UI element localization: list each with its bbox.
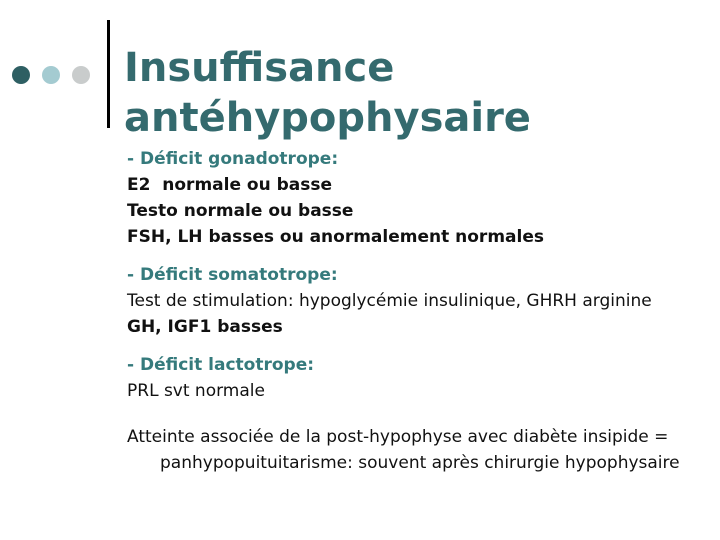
- section-heading: - Déficit gonadotrope:: [127, 149, 339, 169]
- body-line: PRL svt normale: [127, 381, 265, 401]
- slide-title: [124, 43, 531, 143]
- section-heading: - Déficit lactotrope:: [127, 355, 315, 375]
- section-deficit-gonadotrope: [127, 146, 702, 250]
- section-heading: - Déficit somatotrope:: [127, 265, 338, 285]
- body-line: GH, IGF1 basses: [127, 317, 283, 337]
- body-line: E2 normale ou basse: [127, 175, 333, 195]
- title-line-2: antéhypophysaire: [124, 94, 531, 141]
- section-deficit-lactotrope: [127, 352, 702, 404]
- body-line: Testo normale ou basse: [127, 201, 354, 221]
- decorative-dot-light: [42, 66, 60, 84]
- body-line: Test de stimulation: hypoglycémie insulinique, GHRH arginine: [127, 291, 652, 311]
- closing-line-2: panhypopuituitarisme: souvent après chirurgie hypophysaire: [160, 453, 680, 473]
- title-accent-bar: [107, 20, 110, 128]
- slide-body: [127, 146, 702, 476]
- closing-line-1: Atteinte associée de la post-hypophyse avec diabète insipide =: [127, 427, 669, 447]
- decorative-dots: [12, 66, 90, 84]
- decorative-dot-dark: [12, 66, 30, 84]
- body-line: FSH, LH basses ou anormalement normales: [127, 227, 544, 247]
- section-deficit-somatotrope: [127, 262, 702, 340]
- decorative-dot-gray: [72, 66, 90, 84]
- title-line-1: Insuffisance: [124, 44, 395, 91]
- closing-paragraph: [127, 424, 702, 476]
